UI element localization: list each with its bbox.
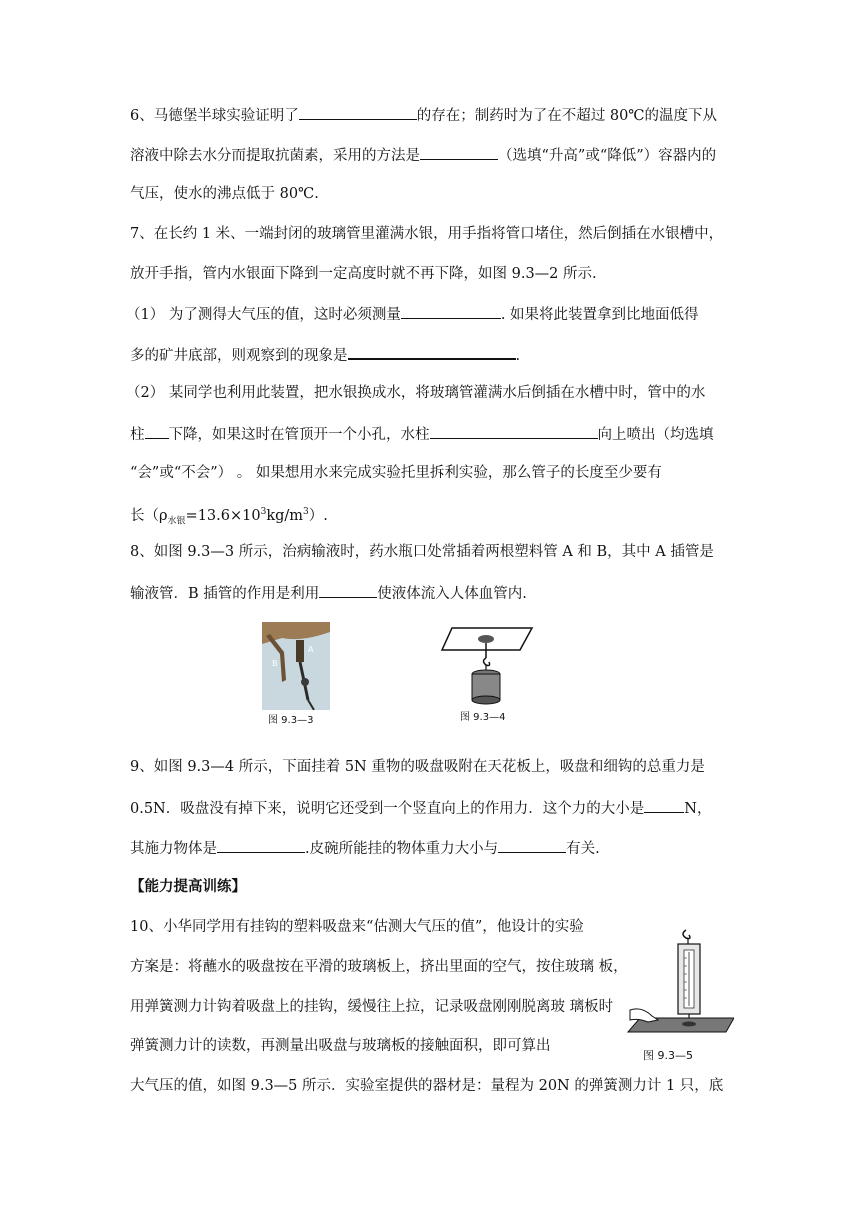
q7-part2-line-4 xyxy=(130,502,328,532)
answer-blank[interactable] xyxy=(644,797,684,813)
answer-blank[interactable] xyxy=(319,582,377,598)
q7-part1-line-1 xyxy=(126,303,699,325)
q7-text: . 如果将此装置拿到比地面低得 xyxy=(500,307,699,323)
fig3-label-b: B xyxy=(272,659,278,668)
q6-line-3: 气压，使水的沸点低于 80℃. xyxy=(130,186,319,202)
answer-blank[interactable] xyxy=(299,104,417,120)
q7-text: kg/m xyxy=(266,507,304,524)
figure-9-3-3 xyxy=(262,622,330,710)
answer-blank[interactable] xyxy=(217,837,305,853)
q10-line-1: 10、小华同学用有挂钩的塑料吸盘来“估测大气压的值”，他设计的实验 xyxy=(130,919,584,935)
q6-text: 6、马德堡半球实验证明了 xyxy=(130,108,299,124)
q6-text: 溶液中除去水分而提取抗菌素，采用的方法是 xyxy=(130,148,420,164)
figure-9-3-5-caption: 图 9.3—5 xyxy=(643,1049,693,1062)
q8-text: 输液管．B 插管的作用是利用 xyxy=(130,586,320,602)
superscript: 3 xyxy=(303,507,309,517)
suction-cup-illustration xyxy=(440,624,534,706)
q7-text: =13.6×10 xyxy=(185,507,261,524)
q9-text: .皮碗所能挂的物体重力大小与 xyxy=(305,841,499,857)
q9-line-1: 9、如图 9.3—4 所示，下面挂着 5N 重物的吸盘吸附在天花板上，吸盘和细钩的总重力是 xyxy=(130,759,705,775)
q9-line-2 xyxy=(130,797,711,819)
answer-blank[interactable] xyxy=(348,343,516,360)
q7-part2-line-3: “会”或“不会”） 。 如果想用水来完成实验托里拆利实验，那么管子的长度至少要有 xyxy=(130,465,662,481)
q9-text: N， xyxy=(684,801,712,817)
iv-bottle-illustration xyxy=(262,622,330,710)
q6-text: （选填“升高”或“降低”）容器内的 xyxy=(498,148,717,164)
fig3-label-a: A xyxy=(308,645,314,654)
q7-text: 下降，如果这时在管顶开一个小孔，水柱 xyxy=(168,427,430,443)
answer-blank[interactable] xyxy=(498,837,566,853)
q7-text: ）. xyxy=(308,507,328,524)
answer-blank[interactable] xyxy=(430,423,598,439)
q8-line-1: 8、如图 9.3—3 所示，治病输液时，药水瓶口处常插着两根塑料管 A 和 B，其中 A 插管是 xyxy=(130,544,714,560)
q7-text: 长（ρ xyxy=(130,507,168,524)
answer-blank[interactable] xyxy=(401,303,501,319)
q7-part2-line-2 xyxy=(130,423,714,445)
q7-line-2: 放开手指，管内水银面下降到一定高度时就不再下降，如图 9.3—2 所示. xyxy=(130,266,597,282)
subscript: 水银 xyxy=(167,516,186,527)
q7-text: 多的矿井底部，则观察到的现象是 xyxy=(130,348,348,364)
q8-text: 使液体流入人体血管内. xyxy=(377,586,527,602)
figure-9-3-4 xyxy=(440,624,534,706)
answer-blank[interactable] xyxy=(420,144,498,160)
q6-line-1 xyxy=(130,104,717,126)
q9-text: 0.5N．吸盘没有掉下来，说明它还受到一个竖直向上的作用力．这个力的大小是 xyxy=(130,801,645,817)
q9-text: 有关. xyxy=(566,841,600,857)
q8-line-2 xyxy=(130,582,527,604)
q10-line-4: 弹簧测力计的读数，再测量出吸盘与玻璃板的接触面积，即可算出 xyxy=(130,1038,551,1054)
answer-blank[interactable] xyxy=(145,423,169,439)
figure-9-3-3-caption: 图 9.3—3 xyxy=(268,715,314,726)
q7-line-1: 7、在长约 1 米、一端封闭的玻璃管里灌满水银，用手指将管口堵住，然后倒插在水银槽中， xyxy=(130,226,724,242)
q7-text: 向上喷出（均选填 xyxy=(597,427,714,443)
section-title: 【能力提高训练】 xyxy=(130,878,246,895)
q10-line-5: 大气压的值，如图 9.3—5 所示．实验室提供的器材是：量程为 20N 的弹簧测力计 1 只，底 xyxy=(130,1078,724,1094)
q10-line-3: 用弹簧测力计钩着吸盘上的挂钩，缓慢往上拉，记录吸盘刚刚脱离玻 璃板时 xyxy=(130,999,614,1015)
q7-part2-line-1: （2） 某同学也利用此装置，把水银换成水，将玻璃管灌满水后倒插在水槽中时，管中的水 xyxy=(126,385,706,401)
superscript: 3 xyxy=(260,507,267,517)
q9-text: 其施力物体是 xyxy=(130,841,217,857)
q10-line-2: 方案是：将蘸水的吸盘按在平滑的玻璃板上，挤出里面的空气，按住玻璃 板， xyxy=(130,959,628,975)
figure-9-3-5 xyxy=(626,928,734,1038)
q7-part1-line-2 xyxy=(130,343,520,366)
q6-line-2 xyxy=(130,144,716,166)
q9-line-3 xyxy=(130,837,600,859)
q7-text: . xyxy=(515,348,521,364)
q7-text: （1） 为了测得大气压的值，这时必须测量 xyxy=(126,307,401,323)
spring-scale-illustration xyxy=(626,928,734,1038)
figure-9-3-4-caption: 图 9.3—4 xyxy=(460,712,506,723)
q6-text: 的存在；制药时为了在不超过 80℃的温度下从 xyxy=(416,108,718,124)
q7-text: 柱 xyxy=(130,427,145,443)
